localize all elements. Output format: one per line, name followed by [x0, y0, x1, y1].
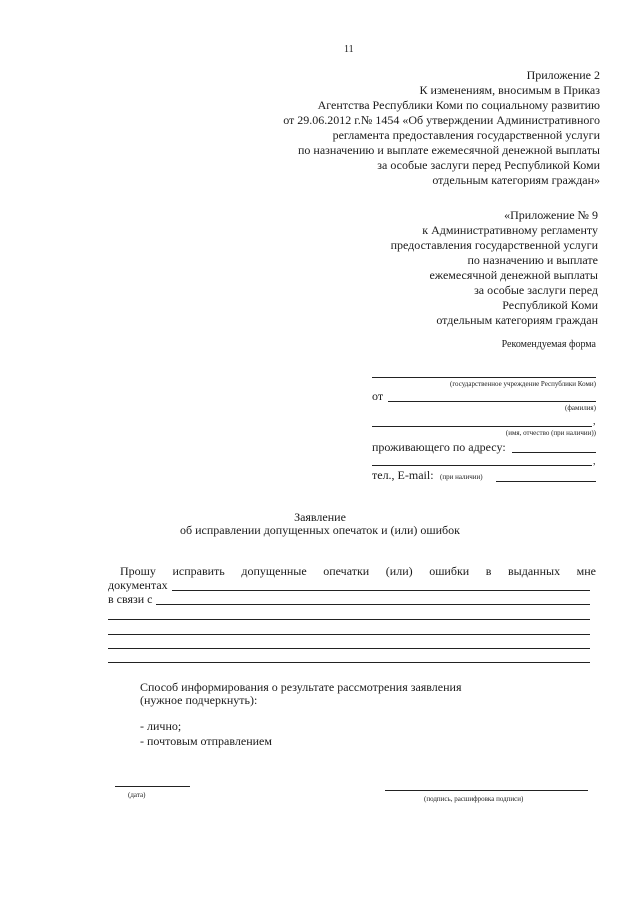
reason-label: в связи с: [108, 592, 153, 606]
appendix9-line: к Административному регламенту: [422, 223, 598, 237]
contacts-field[interactable]: [496, 481, 596, 482]
reason-line[interactable]: [108, 648, 590, 649]
reason-line[interactable]: [108, 662, 590, 663]
appendix2-line: Приложение 2: [526, 68, 600, 82]
page-number: 11: [344, 44, 354, 55]
appendix2-line: за особые заслуги перед Республикой Коми: [377, 158, 600, 172]
request-word: в: [485, 564, 492, 578]
appendix9-line: «Приложение № 9: [504, 208, 598, 222]
reason-line[interactable]: [108, 619, 590, 620]
name-field[interactable]: [372, 426, 592, 427]
address-field-2[interactable]: [372, 465, 592, 466]
appendix9-line: отдельным категориям граждан: [436, 313, 598, 327]
appendix9-line: Республикой Коми: [502, 298, 598, 312]
address-field-1[interactable]: [512, 452, 596, 453]
appendix2-line: К изменениям, вносимым в Приказ: [419, 83, 600, 97]
name-comma: ,: [593, 416, 596, 427]
recommended-form-label: Рекомендуемая форма: [501, 339, 596, 350]
request-line: [120, 564, 596, 579]
signature-hint: (подпись, расшифровка подписи): [424, 795, 524, 803]
address-label: проживающего по адресу:: [372, 440, 506, 454]
reason-line[interactable]: [108, 634, 590, 635]
address-comma: ,: [593, 456, 596, 467]
notification-label: Способ информирования о результате рассмотрения заявления: [140, 680, 462, 694]
date-field[interactable]: [115, 786, 190, 787]
appendix9-header: [391, 208, 598, 328]
option-in-person[interactable]: - лично;: [140, 719, 182, 733]
appendix9-line: по назначению и выплате: [467, 253, 598, 267]
name-hint: (имя, отчество (при наличии)): [505, 429, 596, 437]
surname-field[interactable]: [388, 401, 596, 402]
date-hint: (дата): [128, 791, 146, 799]
contacts-hint: (при наличии): [440, 473, 483, 481]
documents-label: документах: [108, 578, 168, 592]
request-word: выданных: [508, 564, 561, 578]
request-word: мне: [576, 564, 596, 578]
documents-field[interactable]: [172, 590, 590, 591]
notification-hint: (нужное подчеркнуть):: [140, 693, 258, 707]
reason-field[interactable]: [156, 604, 590, 605]
appendix2-line: по назначению и выплате ежемесячной денежной выплаты: [298, 143, 600, 157]
appendix9-line: за особые заслуги перед: [474, 283, 598, 297]
request-word: опечатки: [323, 564, 370, 578]
appendix9-line: предоставления государственной услуги: [390, 238, 598, 252]
surname-hint: (фамилия): [565, 404, 596, 412]
option-by-mail[interactable]: - почтовым отправлением: [140, 734, 272, 748]
request-word: допущенные: [241, 564, 307, 578]
institution-hint: (государственное учреждение Республики Коми): [450, 380, 596, 388]
from-label: от: [372, 389, 384, 403]
request-word: Прошу: [120, 564, 156, 578]
appendix2-line: отдельным категориям граждан»: [432, 173, 600, 187]
document-subtitle: об исправлении допущенных опечаток и (или) ошибок: [180, 523, 460, 537]
request-word: (или): [385, 564, 413, 578]
appendix2-line: регламента предоставления государственной услуги: [332, 128, 600, 142]
appendix9-line: ежемесячной денежной выплаты: [429, 268, 598, 282]
appendix2-line: Агентства Республики Коми по социальному развитию: [317, 98, 600, 112]
contacts-label: тел., E-mail:: [372, 468, 434, 482]
request-word: ошибки: [429, 564, 470, 578]
signature-field[interactable]: [385, 790, 588, 791]
appendix2-line: от 29.06.2012 г.№ 1454 «Об утверждении Административного: [283, 113, 600, 127]
institution-field[interactable]: [372, 377, 596, 378]
appendix2-header: [283, 68, 600, 188]
request-word: исправить: [172, 564, 225, 578]
document-title: Заявление: [294, 510, 346, 524]
